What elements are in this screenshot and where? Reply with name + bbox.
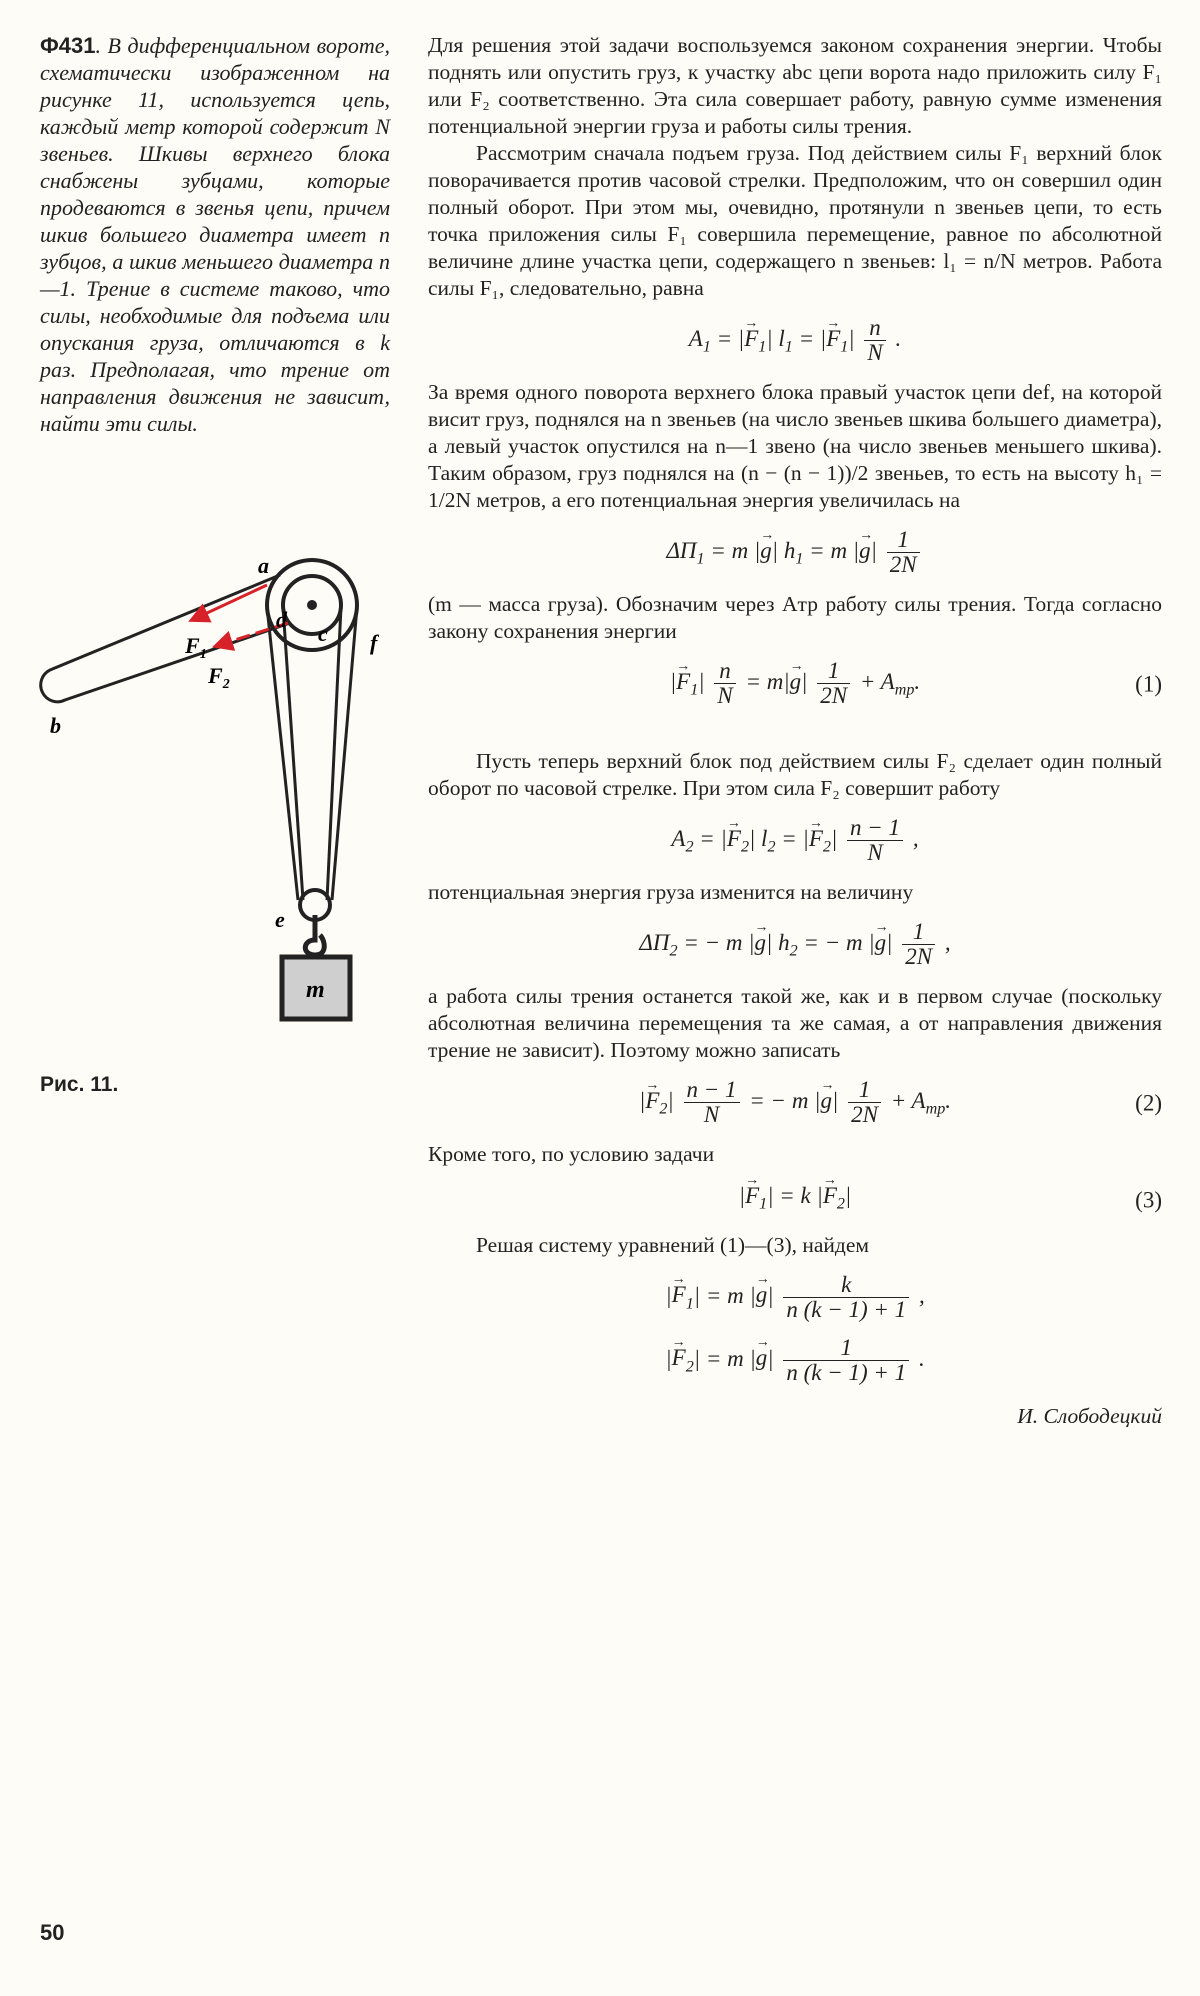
equation-number-3: (3) — [1135, 1187, 1162, 1213]
solution-paragraph-5: Пусть теперь верхний блок под действием силы F₂ сделает один полный оборот по часовой стрелке. При этом сила F₂ совершит работу — [428, 749, 1162, 800]
label-f: f — [370, 630, 378, 655]
axle — [307, 600, 317, 610]
label-c: c — [318, 621, 328, 646]
equation-dp1: $\Delta\Pi_1 = m$ |→ g| $h_1 = m$ |→ g| $\frac{1}{2N}$ — [428, 528, 1162, 577]
solution-paragraph-2: Рассмотрим сначала подъем груза. Под действием силы F₁ верхний блок поворачивается против часовой стрелки. Предположим, что он совершил один полный оборот. При этом мы, очевидно, протянули n звеньев цепи, то есть точка приложения силы F₁ совершила перемещение, равное по абсолютной величине длине участка цепи, содержащего n звеньев: l₁ = n/N метров. Работа силы F₁, следовательно, равна — [428, 141, 1162, 300]
equation-f1-result: |→ $F_1| = m$ |→ g| $\frac{k}{n (k - 1) + 1}$ , — [428, 1273, 1162, 1322]
hook — [305, 915, 324, 955]
label-a: a — [258, 553, 269, 578]
label-e: e — [275, 907, 285, 932]
force-f1-arrow — [192, 585, 267, 620]
page-number: 50 — [40, 1920, 65, 1945]
label-f1: $F_1$ — [185, 633, 207, 662]
chain-loop-b — [41, 575, 290, 702]
label-b: b — [50, 713, 61, 738]
equation-2: |→ $F_2|$ $\frac{n - 1}{N}$ = − m |→ g| $\frac{1}{2N}$ + $A_{тр}$. (2) — [428, 1078, 1162, 1127]
equation-1: |→ $F_1|$ $\frac{n}{N}$ = m|→ g| $\frac{1}{2N}$ + $A_{тр}$. (1) — [428, 659, 1162, 708]
equation-number-1: (1) — [1135, 671, 1162, 696]
solution-paragraph-7: а работа силы трения останется такой же, как и в первом случае (поскольку абсолютная величина перемещения та же самая, а от направления движения трение не зависит). Поэтому можно записать — [428, 984, 1162, 1062]
chain-inner-right — [327, 607, 341, 900]
equation-3: |→ $F_1| = k$ |→ $F_2|$ (3) — [428, 1182, 1162, 1218]
equation-a2: $A_2$ = |→ $F_2|$ $l_2$ = |→ $F_2|$ $\frac{n - 1}{N}$ , — [428, 816, 1162, 865]
solution-paragraph-3: За время одного поворота верхнего блока правый участок цепи def, на которой висит груз, поднялся на n звеньев (на число звеньев шкива большего диаметра), а левый участок опустился на n—1 звено (на число звеньев меньшего шкива). Таким образом, груз поднялся на (n − (n − 1))/2 звеньев, то есть на высоту h₁ = 1/2N метров, а его потенциальная энергия увеличилась на — [428, 380, 1162, 512]
solution-paragraph-9: Решая систему уравнений (1)—(3), найдем — [476, 1232, 870, 1257]
solution-column — [428, 32, 1162, 1430]
equation-number-2: (2) — [1135, 1090, 1162, 1115]
equation-a1: $A_1$ = |→ $F_1|$ $l_1$ = |→ $F_1|$ $\frac{n}{N}$ . — [428, 316, 1162, 365]
solution-paragraph-8: Кроме того, по условию задачи — [428, 1142, 715, 1166]
label-m: m — [306, 977, 325, 1003]
figure-caption: Рис. 11. — [40, 1073, 119, 1096]
equation-f2-result: |→ $F_2| = m$ |→ g| $\frac{1}{n (k - 1) + 1}$ . — [428, 1336, 1162, 1385]
chain-right-vertical — [332, 607, 357, 900]
author-signature: И. Слободецкий — [1017, 1403, 1162, 1428]
solution-paragraph-1: Для решения этой задачи воспользуемся законом сохранения энергии. Чтобы поднять или опустить груз, к участку abc цепи ворота надо приложить силу F₁ или F₂ соответственно. Эта сила совершает работу, равную сумме изменения потенциальной энергии груза и работы силы трения. — [428, 33, 1162, 138]
problem-text: В дифференциальном вороте, схематически изображенном на рисунке 11, используется цепь, каждый метр которой содержит N звеньев. Шкивы верхнего блока снабжены зубцами, которые продеваются в звенья цепи, причем шкив большего диаметра имеет n зубцов, а шкив меньшего диаметра n—1. Трение в системе таково, что силы, необходимые для подъема или опускания груза, отличаются в k раз. Предполагая, что трение от направления движения не зависит, найти эти силы. — [40, 33, 390, 436]
problem-column — [40, 32, 390, 437]
problem-number: Ф431 — [40, 33, 96, 58]
solution-paragraph-6: потенциальная энергия груза изменится на величину — [428, 880, 914, 904]
label-d: d — [276, 607, 287, 632]
equation-dp2: $\Delta\Pi_2$ = − m |→ g| $h_2$ = − m |→ g| $\frac{1}{2N}$ , — [428, 920, 1162, 969]
solution-paragraph-4: (m — масса груза). Обозначим через Aтр работу силы трения. Тогда согласно закону сохранения энергии — [428, 592, 1162, 643]
label-f2: $F_2$ — [208, 663, 230, 692]
differential-winch-figure — [20, 545, 410, 1025]
problem-statement: Ф431. В дифференциальном вороте, схематически изображенном на рисунке 11, используется цепь, каждый метр которой содержит N звеньев. Шкивы верхнего блока снабжены зубцами, которые продеваются в звенья цепи, причем шкив большего диаметра имеет n зубцов, а шкив меньшего диаметра n—1. Трение в системе таково, что силы, необходимые для подъема или опускания груза, отличаются в k раз. Предполагая, что трение от направления движения не зависит, найти эти силы. — [40, 33, 390, 436]
